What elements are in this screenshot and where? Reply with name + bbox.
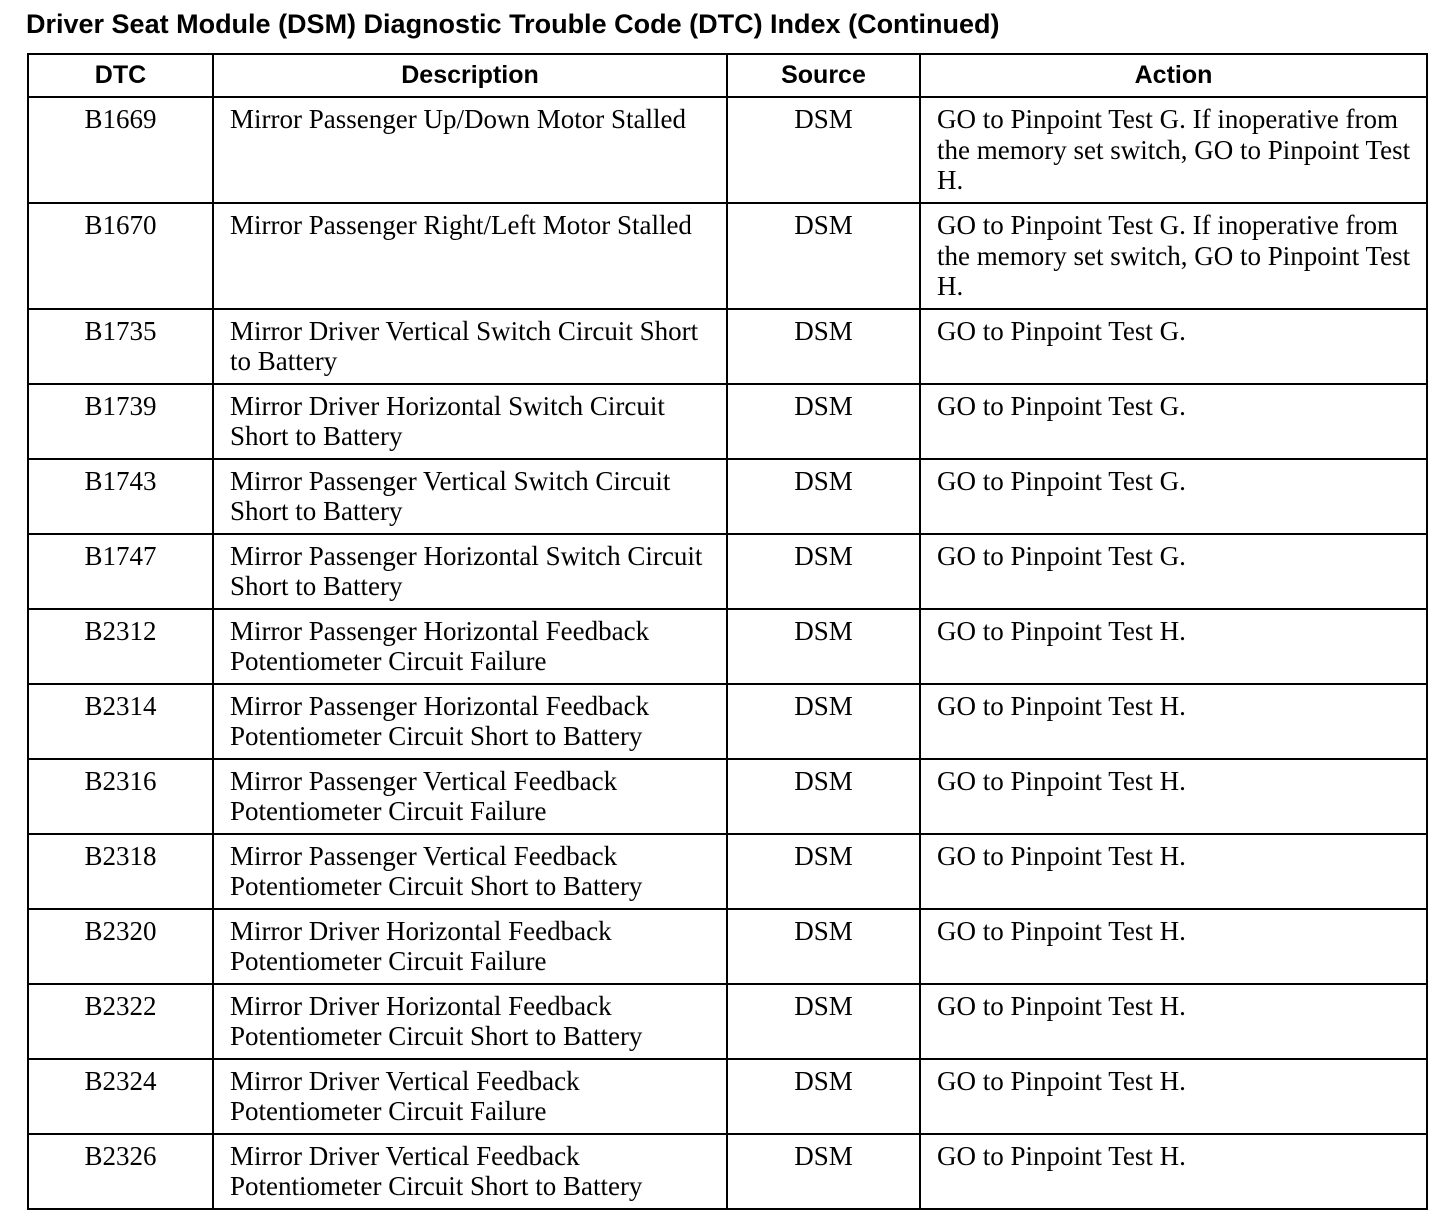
source-cell: DSM	[727, 459, 920, 534]
description-cell: Mirror Driver Horizontal Switch Circuit Short to Battery	[213, 384, 727, 459]
source-cell: DSM	[727, 203, 920, 309]
table-row	[28, 97, 1427, 203]
source-cell: DSM	[727, 534, 920, 609]
dtc-code-cell: B2318	[28, 834, 213, 909]
source-cell: DSM	[727, 309, 920, 384]
description-cell: Mirror Passenger Vertical Feedback Potentiometer Circuit Short to Battery	[213, 834, 727, 909]
table-row	[28, 1059, 1427, 1134]
description-cell: Mirror Passenger Horizontal Feedback Potentiometer Circuit Failure	[213, 609, 727, 684]
action-cell: GO to Pinpoint Test H.	[920, 984, 1427, 1059]
description-cell: Mirror Passenger Right/Left Motor Stalled	[213, 203, 727, 309]
column-header-source: Source	[727, 54, 920, 97]
source-cell: DSM	[727, 609, 920, 684]
table-header-row	[28, 54, 1427, 97]
action-cell: GO to Pinpoint Test H.	[920, 609, 1427, 684]
dtc-code-cell: B2320	[28, 909, 213, 984]
description-cell: Mirror Passenger Horizontal Switch Circuit Short to Battery	[213, 534, 727, 609]
dtc-code-cell: B2322	[28, 984, 213, 1059]
source-cell: DSM	[727, 684, 920, 759]
column-header-description: Description	[213, 54, 727, 97]
dtc-code-cell: B1739	[28, 384, 213, 459]
dtc-code-cell: B1669	[28, 97, 213, 203]
source-cell: DSM	[727, 909, 920, 984]
dtc-code-cell: B1670	[28, 203, 213, 309]
page-title: Driver Seat Module (DSM) Diagnostic Trouble Code (DTC) Index (Continued)	[26, 9, 1000, 39]
description-cell: Mirror Passenger Vertical Switch Circuit Short to Battery	[213, 459, 727, 534]
table-row	[28, 834, 1427, 909]
source-cell: DSM	[727, 384, 920, 459]
action-cell: GO to Pinpoint Test G.	[920, 384, 1427, 459]
description-cell: Mirror Driver Vertical Feedback Potentiometer Circuit Short to Battery	[213, 1134, 727, 1209]
description-cell: Mirror Driver Vertical Switch Circuit Short to Battery	[213, 309, 727, 384]
table-row	[28, 609, 1427, 684]
table-row	[28, 459, 1427, 534]
source-cell: DSM	[727, 759, 920, 834]
description-cell: Mirror Passenger Vertical Feedback Potentiometer Circuit Failure	[213, 759, 727, 834]
action-cell: GO to Pinpoint Test H.	[920, 1059, 1427, 1134]
table-row	[28, 534, 1427, 609]
action-cell: GO to Pinpoint Test H.	[920, 759, 1427, 834]
source-cell: DSM	[727, 984, 920, 1059]
table-row	[28, 984, 1427, 1059]
dtc-code-cell: B2314	[28, 684, 213, 759]
action-cell: GO to Pinpoint Test G.	[920, 309, 1427, 384]
table-row	[28, 309, 1427, 384]
table-row	[28, 203, 1427, 309]
dtc-code-cell: B2312	[28, 609, 213, 684]
dtc-code-cell: B2326	[28, 1134, 213, 1209]
dtc-code-cell: B1735	[28, 309, 213, 384]
dtc-index-table	[27, 53, 1428, 1210]
action-cell: GO to Pinpoint Test H.	[920, 684, 1427, 759]
action-cell: GO to Pinpoint Test H.	[920, 834, 1427, 909]
column-header-action: Action	[920, 54, 1427, 97]
action-cell: GO to Pinpoint Test G.	[920, 459, 1427, 534]
action-cell: GO to Pinpoint Test H.	[920, 1134, 1427, 1209]
table-row	[28, 1134, 1427, 1209]
source-cell: DSM	[727, 1134, 920, 1209]
dtc-code-cell: B1747	[28, 534, 213, 609]
table-row	[28, 384, 1427, 459]
table-row	[28, 759, 1427, 834]
action-cell: GO to Pinpoint Test H.	[920, 909, 1427, 984]
description-cell: Mirror Passenger Horizontal Feedback Potentiometer Circuit Short to Battery	[213, 684, 727, 759]
description-cell: Mirror Driver Horizontal Feedback Potentiometer Circuit Short to Battery	[213, 984, 727, 1059]
dtc-code-cell: B2316	[28, 759, 213, 834]
source-cell: DSM	[727, 834, 920, 909]
description-cell: Mirror Passenger Up/Down Motor Stalled	[213, 97, 727, 203]
action-cell: GO to Pinpoint Test G. If inoperative from the memory set switch, GO to Pinpoint Test H.	[920, 203, 1427, 309]
column-header-dtc: DTC	[28, 54, 213, 97]
dtc-code-cell: B1743	[28, 459, 213, 534]
action-cell: GO to Pinpoint Test G. If inoperative from the memory set switch, GO to Pinpoint Test H.	[920, 97, 1427, 203]
source-cell: DSM	[727, 1059, 920, 1134]
dtc-code-cell: B2324	[28, 1059, 213, 1134]
table-row	[28, 909, 1427, 984]
table-row	[28, 684, 1427, 759]
description-cell: Mirror Driver Vertical Feedback Potentiometer Circuit Failure	[213, 1059, 727, 1134]
source-cell: DSM	[727, 97, 920, 203]
action-cell: GO to Pinpoint Test G.	[920, 534, 1427, 609]
description-cell: Mirror Driver Horizontal Feedback Potentiometer Circuit Failure	[213, 909, 727, 984]
